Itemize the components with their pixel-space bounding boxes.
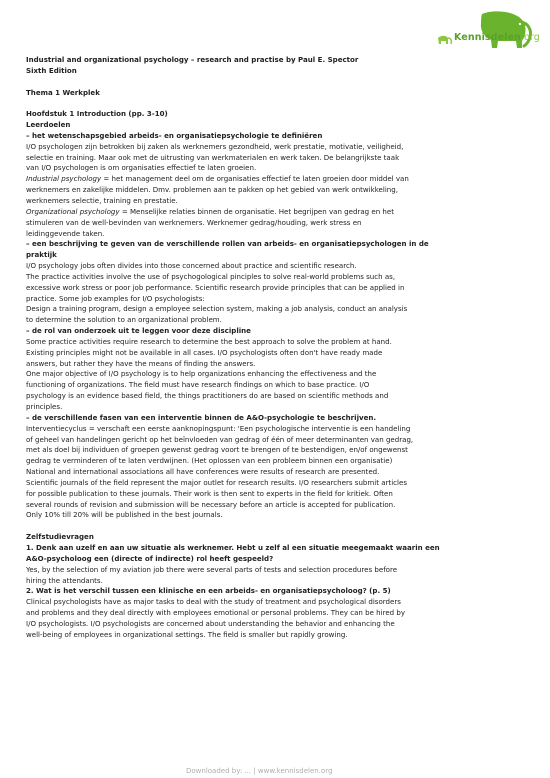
brand-name: Kennisdelen (454, 32, 521, 43)
paragraph-line: I/O psychology jobs often divides into those concerned about practice and scientific research. (26, 261, 357, 271)
goal-2-cont: praktijk (26, 250, 57, 260)
paragraph-line: Scientific journals of the field represent the major outlet for research results. I/O researchers submit articles (26, 477, 407, 487)
paragraph-line: werknemers en zakelijke middelen. Dmv. problemen aan te pakken op het gebied van werk ontwikkeling, (26, 185, 398, 195)
paragraph-line: One major objective of I/O psychology is to help organizations enhancing the effectiveness and the (26, 369, 377, 379)
paragraph-line: selectie en training. Maar ook met de uitrusting van werkmaterialen en werk taken. De belangrijkste taak (26, 152, 400, 162)
paragraph-line: National and international associations all have conferences were results of research are presented. (26, 467, 380, 477)
paragraph-line: stimuleren van de well-bevinden van werknemers. Werknemer gedrag/houding, werk stress en (26, 217, 362, 227)
paragraph-line: leidinggevende taken. (26, 228, 105, 238)
paragraph-line: Organizational psychology = Menselijke relaties binnen de organisatie. Het begrijpen van gedrag en het (26, 206, 394, 216)
paragraph-line: The practice activities involve the use of psychogological pinciples to solve real-world problems such as, (26, 271, 396, 281)
paragraph-line: psychology is an evidence based field, the things practitioners do are based on scientific methods and (26, 391, 389, 401)
paragraph-line: met als doel bij individuen of groepen gewenst gedrag voort te brengen of te bestendigen, en/of ongewenst (26, 445, 408, 455)
paragraph-line: Only 10% till 20% will be published in the best journals. (26, 510, 223, 520)
answer-line: Yes, by the selection of my aviation job there were several parts of tests and selection procedures before (26, 564, 398, 574)
paragraph-line: for possible publication to these journals. Their work is then sent to experts in the field for kritiek. Often (26, 488, 393, 498)
answer-line: hiring the attendants. (26, 575, 103, 585)
paragraph-line: Some practice activities require research to determine the best approach to solve the problem at hand. (26, 336, 392, 346)
paragraph-line: answers, but rather they have the means of finding the answers. (26, 358, 256, 368)
paragraph-line: of geheel van handelingen gericht op het beïnvloeden van gedrag of één of meer determinanten van gedrag, (26, 434, 414, 444)
paragraph-line: several rounds of revision and submission will be necessary before an article is accepted for publication. (26, 499, 396, 509)
term-organizational: Organizational psychology (26, 206, 120, 216)
paragraph-line: I/O psychologen zijn betrokken bij zaken als werknemers gezondheid, werk prestatie, motivatie, veiligheid, (26, 141, 404, 151)
self-study-heading: Zelfstudievragen (26, 532, 94, 542)
answer-line: I/O psychologists. I/O psychologists are concerned about understanding the behavior and enhancing the (26, 618, 395, 628)
paragraph-line: Existing principles might not be available in all cases. I/O psychologists often don't have ready made (26, 347, 383, 357)
paragraph-line: functioning of organizations. The field must have research findings on which to base practice. I/O (26, 380, 370, 390)
download-watermark: Downloaded by: ... | www.kennisdelen.org (186, 767, 333, 775)
answer-line: Clinical psychologists have as major tasks to deal with the study of treatment and psychological disorders (26, 597, 401, 607)
document-title: Industrial and organizational psychology – research and practise by Paul E. Spector (26, 55, 359, 64)
paragraph-line: gedrag te verminderen of te laten verdwijnen. (Het oplossen van een probleem binnen een organisatie) (26, 456, 393, 466)
paragraph-line: werknemers selectie, training en prestatie. (26, 195, 178, 205)
paragraph-line: Interventiecyclus = verschaft een eerste aanknopingspunt: 'Een psychologische interventie is een handeling (26, 423, 411, 433)
paragraph-line: Design a training program, design a employee selection system, making a job analysis, conduct an analysis (26, 304, 408, 314)
question-1: 1. Denk aan uzelf en aan uw situatie als werknemer. Hebt u zelf al een situatie meegemaakt waarin een (26, 542, 440, 552)
document-body (26, 55, 526, 641)
elephant-icon (424, 10, 536, 52)
brand-suffix: .org (520, 32, 540, 43)
goal-2: – een beschrijving te geven van de verschillende rollen van arbeids- en organisatiepsychologen in de (26, 239, 429, 249)
answer-line: well-being of employees in organizational settings. The field is smaller but rapidly growing. (26, 629, 348, 639)
goal-1: – het wetenschapsgebied arbeids- en organisatiepsychologie te definiëren (26, 130, 323, 140)
question-1-cont: A&O-psycholoog een (directe of indirecte) rol heeft gespeeld? (26, 553, 274, 563)
term-industrial: Industrial psychology (26, 174, 102, 184)
paragraph-line: principles. (26, 402, 63, 411)
paragraph-line: Industrial psychology = het management deel om de organisaties effectief te laten groeien door middel van (26, 174, 409, 184)
chapter-heading: Hoofdstuk 1 Introduction (pp. 3-10) (26, 109, 168, 119)
answer-line: and problems and they deal directly with employees emotional or personal problems. They can be hired by (26, 608, 406, 618)
paragraph-line: to determine the solution to an organizational problem. (26, 315, 222, 325)
question-2: 2. Wat is het verschil tussen een klinische en een arbeids- en organisatiepsycholoog? (p. 5) (26, 586, 391, 596)
brand-logo[interactable] (424, 10, 540, 52)
paragraph-line: excessive work stress or poor job performance. Scientific research provide principles that can be applied in (26, 282, 405, 292)
paragraph-line: practice. Some job examples for I/O psychologists: (26, 293, 205, 303)
goals-heading: Leerdoelen (26, 120, 71, 130)
goal-4: – de verschillende fasen van een interventie binnen de A&O-psychologie te beschrijven. (26, 412, 377, 422)
goal-3: – de rol van onderzoek uit te leggen voor deze discipline (26, 326, 251, 336)
paragraph-line: van I/O psychologen is om organisaties effectief te laten groeien. (26, 163, 257, 173)
theme-heading: Thema 1 Werkplek (26, 87, 100, 97)
edition: Sixth Edition (26, 65, 77, 75)
